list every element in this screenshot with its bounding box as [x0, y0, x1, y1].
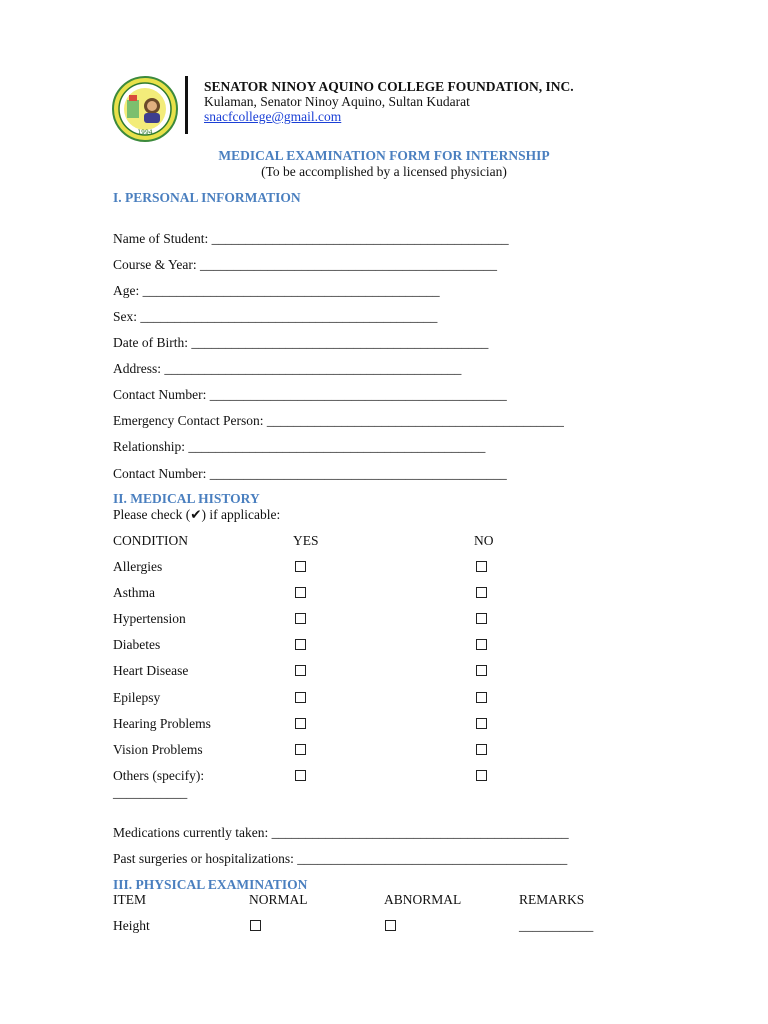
column-header-item: ITEM	[113, 892, 146, 907]
column-header-remarks: REMARKS	[519, 892, 585, 907]
normal-checkbox[interactable]	[250, 920, 261, 931]
condition-label: Hearing Problems	[113, 716, 211, 731]
field-emergency-contact[interactable]: Emergency Contact Person: ____________________________________________	[113, 413, 564, 428]
condition-label: Hypertension	[113, 611, 186, 626]
no-checkbox[interactable]	[476, 744, 487, 755]
field-age[interactable]: Age: ____________________________________________	[113, 283, 440, 298]
column-header-yes: YES	[293, 533, 319, 548]
field-date-of-birth[interactable]: Date of Birth: ____________________________________________	[113, 335, 489, 350]
column-header-condition: CONDITION	[113, 533, 188, 548]
check-instruction: Please check (✔) if applicable:	[113, 507, 281, 522]
no-checkbox[interactable]	[476, 692, 487, 703]
yes-checkbox[interactable]	[295, 718, 306, 729]
yes-checkbox[interactable]	[295, 561, 306, 572]
section-personal-heading: I. PERSONAL INFORMATION	[113, 190, 301, 205]
svg-text:1994: 1994	[137, 129, 153, 136]
condition-label: Others (specify):	[113, 768, 205, 783]
condition-label: Allergies	[113, 559, 163, 574]
column-header-abnormal: ABNORMAL	[384, 892, 462, 907]
field-relationship[interactable]: Relationship: ____________________________________________	[113, 439, 486, 454]
condition-label: Asthma	[113, 585, 155, 600]
org-address: Kulaman, Senator Ninoy Aquino, Sultan Kudarat	[204, 94, 470, 109]
section-physical-exam-heading: III. PHYSICAL EXAMINATION	[113, 877, 308, 892]
abnormal-checkbox[interactable]	[385, 920, 396, 931]
org-name: SENATOR NINOY AQUINO COLLEGE FOUNDATION, INC.	[204, 79, 574, 94]
condition-label: Heart Disease	[113, 663, 189, 678]
column-header-normal: NORMAL	[249, 892, 308, 907]
field-past-surgeries[interactable]: Past surgeries or hospitalizations: ________________________________________	[113, 851, 568, 866]
form-subtitle: (To be accomplished by a licensed physician)	[261, 164, 507, 179]
yes-checkbox[interactable]	[295, 770, 306, 781]
exam-remarks-line[interactable]: ___________	[519, 918, 594, 933]
condition-label: Epilepsy	[113, 690, 161, 705]
column-header-no: NO	[474, 533, 494, 548]
college-seal-logo	[112, 76, 178, 142]
yes-checkbox[interactable]	[295, 665, 306, 676]
yes-checkbox[interactable]	[295, 692, 306, 703]
section-medical-history-heading: II. MEDICAL HISTORY	[113, 491, 260, 506]
field-emergency-contact-number[interactable]: Contact Number: ____________________________________________	[113, 466, 507, 481]
others-specify-line[interactable]: ___________	[113, 785, 188, 800]
header-divider	[185, 76, 188, 134]
no-checkbox[interactable]	[476, 665, 487, 676]
field-student-name[interactable]: Name of Student: ____________________________________________	[113, 231, 509, 246]
field-course-year[interactable]: Course & Year: ____________________________________________	[113, 257, 497, 272]
org-email-link[interactable]: snacfcollege@gmail.com	[204, 109, 342, 124]
form-title: MEDICAL EXAMINATION FORM FOR INTERNSHIP	[218, 148, 550, 163]
no-checkbox[interactable]	[476, 770, 487, 781]
condition-label: Diabetes	[113, 637, 161, 652]
no-checkbox[interactable]	[476, 613, 487, 624]
condition-label: Vision Problems	[113, 742, 203, 757]
exam-item-label: Height	[113, 918, 150, 933]
field-contact-number[interactable]: Contact Number: ____________________________________________	[113, 387, 507, 402]
field-sex[interactable]: Sex: ____________________________________________	[113, 309, 438, 324]
field-address[interactable]: Address: ____________________________________________	[113, 361, 462, 376]
no-checkbox[interactable]	[476, 561, 487, 572]
no-checkbox[interactable]	[476, 718, 487, 729]
yes-checkbox[interactable]	[295, 744, 306, 755]
no-checkbox[interactable]	[476, 587, 487, 598]
field-medications[interactable]: Medications currently taken: ____________________________________________	[113, 825, 569, 840]
yes-checkbox[interactable]	[295, 587, 306, 598]
no-checkbox[interactable]	[476, 639, 487, 650]
yes-checkbox[interactable]	[295, 639, 306, 650]
yes-checkbox[interactable]	[295, 613, 306, 624]
